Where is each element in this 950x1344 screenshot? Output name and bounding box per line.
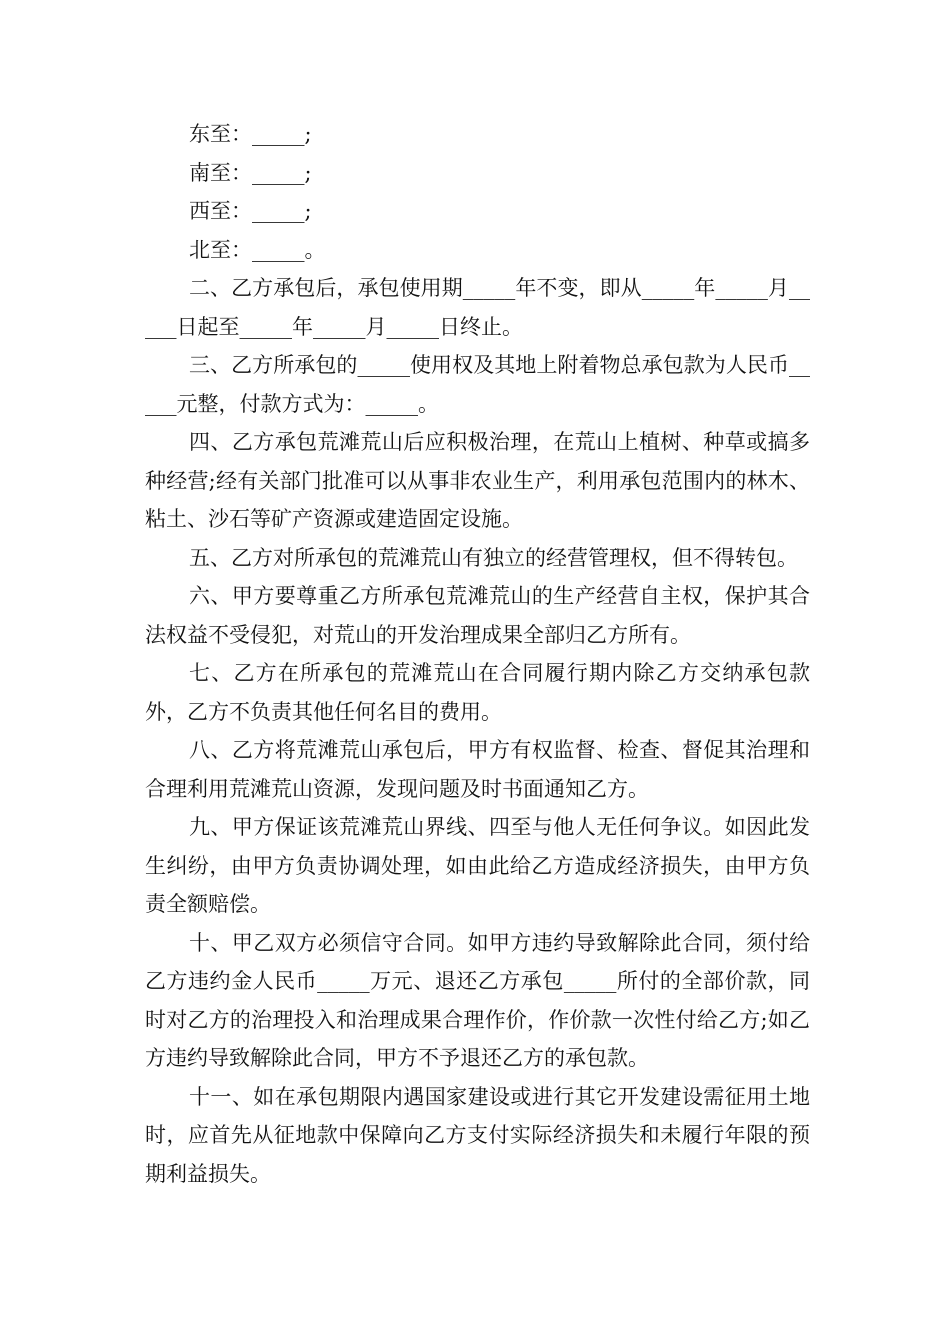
clause-7: 七、乙方在所承包的荒滩荒山在合同履行期内除乙方交纳承包款外，乙方不负责其他任何名目的费用。 xyxy=(145,661,810,724)
boundary-north: 北至：_____。 xyxy=(189,237,326,262)
clause-8: 八、乙方将荒滩荒山承包后，甲方有权监督、检查、督促其治理和合理利用荒滩荒山资源，发现问题及时书面通知乙方。 xyxy=(145,738,810,801)
clause-5: 五、乙方对所承包的荒滩荒山有独立的经营管理权，但不得转包。 xyxy=(189,545,798,570)
clause-10: 十、甲乙双方必须信守合同。如甲方违约导致解除此合同，须付给乙方违约金人民币_____万元、退还乙方承包_____所付的全部价款，同时对乙方的治理投入和治理成果合理作价，作价款一次性付给乙方;如乙方违约导致解除此合同，甲方不予退还乙方的承包款。 xyxy=(145,930,810,1070)
clause-3: 三、乙方所承包的_____使用权及其地上附着物总承包款为人民币_____元整，付款方式为：_____。 xyxy=(145,353,810,416)
clause-9: 九、甲方保证该荒滩荒山界线、四至与他人无任何争议。如因此发生纠纷，由甲方负责协调处理，如由此给乙方造成经济损失，由甲方负责全额赔偿。 xyxy=(145,815,810,916)
clause-11: 十一、如在承包期限内遇国家建设或进行其它开发建设需征用土地时，应首先从征地款中保障向乙方支付实际经济损失和未履行年限的预期利益损失。 xyxy=(145,1084,810,1186)
clause-4: 四、乙方承包荒滩荒山后应积极治理，在荒山上植树、种草或搞多种经营;经有关部门批准可以从事非农业生产，利用承包范围内的林木、粘土、沙石等矿产资源或建造固定设施。 xyxy=(145,430,810,531)
boundary-south: 南至：_____; xyxy=(189,160,312,185)
contract-page xyxy=(145,115,810,1193)
clause-2: 二、乙方承包后，承包使用期_____年不变，即从_____年_____月_____日起至_____年_____月_____日终止。 xyxy=(145,276,810,339)
boundary-east: 东至：_____; xyxy=(189,122,312,146)
clause-6: 六、甲方要尊重乙方所承包荒滩荒山的生产经营自主权，保护其合法权益不受侵犯，对荒山的开发治理成果全部归乙方所有。 xyxy=(145,584,810,647)
boundary-west: 西至：_____; xyxy=(189,199,312,223)
